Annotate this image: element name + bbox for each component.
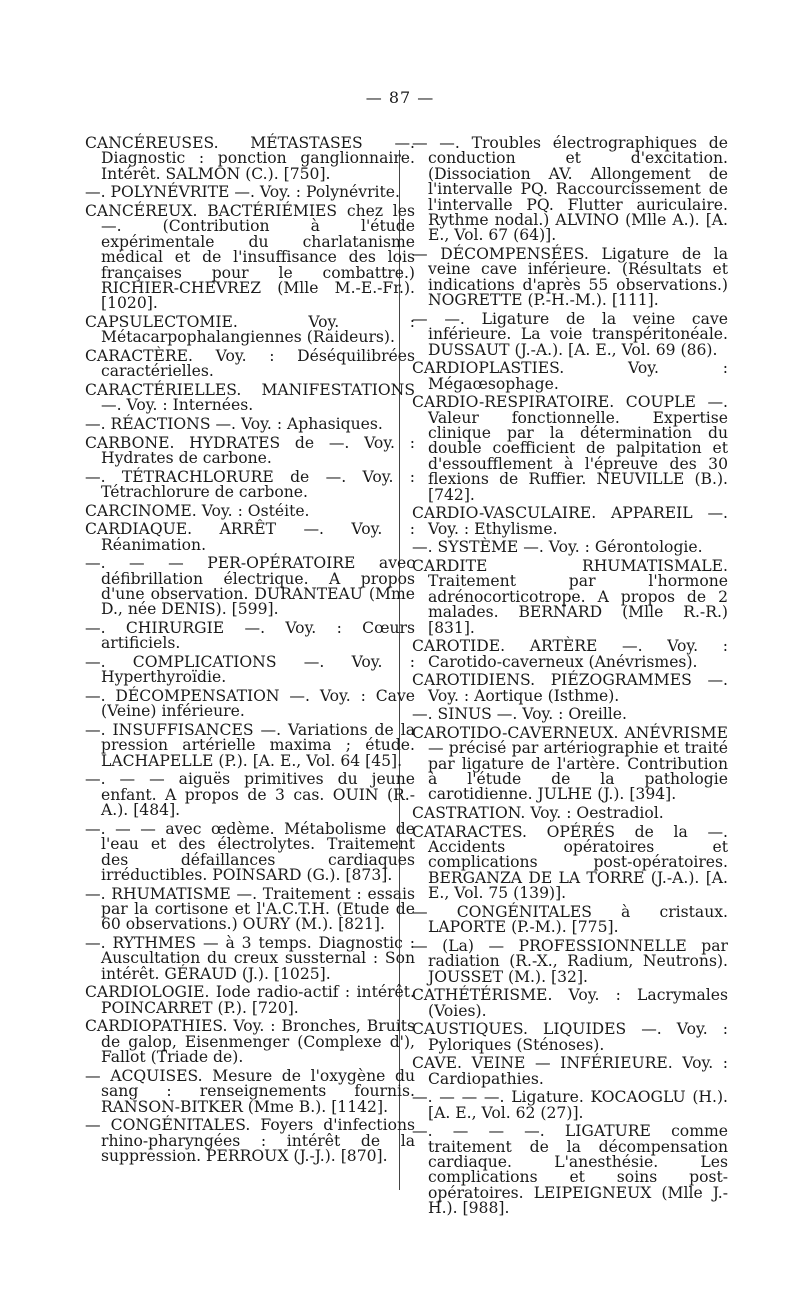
index-entry: CARACTÉRIELLES. MANIFESTATIONS —. Voy. : Internées.: [85, 381, 415, 415]
index-entry: CARDIOPATHIES. Voy. : Bronches, Bruits de galop, Eisenmenger (Complexe d'), Fallot (Triade de).: [85, 1017, 415, 1067]
index-entry: CATARACTES. OPÉRÉS de la —. Accidents opératoires et complications post-opératoires. BERGANZA DE LA TORRE (J.-A.). [A. E., Vol. 75 (139)].: [412, 822, 728, 903]
index-entry: CARDIAQUE. ARRÊT —. Voy. : Réanimation.: [85, 520, 415, 554]
index-entry: — CONGÉNITALES. Foyers d'infections rhino-pharyngées : intérêt de la suppression. PERROUX (J.-J.). [870].: [85, 1116, 415, 1166]
index-entry: CANCÉREUX. BACTÉRIÉMIES chez les —. (Contribution à l'étude expérimentale du charlatanisme médical et de l'insuffisance des lois françaises pour le combattre.) RICHIER-CHEVREZ (Mlle M.-E.-Fr.). [1020].: [85, 202, 415, 313]
index-entry: —. SINUS —. Voy. : Oreille.: [412, 705, 627, 724]
index-entry: CAVE. VEINE — INFÉRIEURE. Voy. : Cardiopathies.: [412, 1054, 728, 1088]
index-entry: —. POLYNÉVRITE —. Voy. : Polynévrite.: [85, 183, 400, 202]
index-entry: CANCÉREUSES. MÉTASTASES —. Diagnostic : ponction ganglionnaire. Intérêt. SALMON (C.). [750].: [85, 134, 415, 183]
index-entry: —. — — —. LIGATURE comme traitement de la décompensation cardiaque. L'anesthésie. Les complications et soins post-opératoires. LEIPEIGNEUX (Mlle J.-H.). [988].: [412, 1122, 728, 1218]
index-entry: —. INSUFFISANCES —. Variations de la pression artérielle maxima ; étude. LACHAPELLE (P.). [A. E., Vol. 64 [45].: [85, 721, 415, 770]
index-entry: — —. Troubles électrographiques de conduction et d'excitation. (Dissociation AV. Allongement de l'intervalle PQ. Raccourcissement de l'intervalle PQ. Flutter auriculaire. Rythme nodal.) ALVINO (Mlle A.). [A. E., Vol. 67 (64)].: [412, 134, 728, 245]
index-entry: CASTRATION. Voy. : Oestradiol.: [412, 803, 664, 822]
index-entry: CARDIOLOGIE. Iode radio-actif : intérêt. POINCARRET (P.). [720].: [85, 983, 415, 1017]
index-entry: —. TÉTRACHLORURE de —. Voy. : Tétrachlorure de carbone.: [85, 467, 415, 502]
index-entry: —. CHIRURGIE —. Voy. : Cœurs artificiels.: [85, 619, 415, 653]
index-entry: CARDIO-RESPIRATOIRE. COUPLE —. Valeur fonctionnelle. Expertise clinique par la détermination du double coefficient de palpitation et d'essoufflement à l'épreuve des 30 flexions de Ruffier. NEUVILLE (B.). [742].: [412, 393, 728, 504]
index-entry: CAROTIDIENS. PIÉZOGRAMMES —. Voy. : Aortique (Isthme).: [412, 671, 728, 705]
index-entry: — ACQUISES. Mesure de l'oxygène du sang : renseignements fournis. RANSON-BITKER (Mme B.). [1142].: [85, 1066, 415, 1116]
index-entry: CAROTIDE. ARTÈRE —. Voy. : Carotido-caverneux (Anévrismes).: [412, 637, 728, 671]
index-entry: CARACTÈRE. Voy. : Déséquilibrées caractérielles.: [85, 347, 415, 381]
index-entry: — (La) — PROFESSIONNELLE par radiation (R.-X., Radium, Neutrons). JOUSSET (M.). [32].: [412, 936, 728, 986]
right-column: [412, 136, 728, 1220]
index-entry: —. — — aiguës primitives du jeune enfant. A propos de 3 cas. OUIN (R.-A.). [484].: [85, 770, 415, 820]
index-entry: CAUSTIQUES. LIQUIDES —. Voy. : Pyloriques (Sténoses).: [412, 1020, 728, 1054]
index-entry: —. RHUMATISME —. Traitement : essais par la cortisone et l'A.C.T.H. (Etude de 60 observations.) OURY (M.). [821].: [85, 884, 415, 934]
index-entry: CAPSULECTOMIE. Voy. : Métacarpophalangiennes (Raideurs).: [85, 313, 415, 347]
index-entry: CARBONE. HYDRATES de —. Voy. : Hydrates de carbone.: [85, 433, 415, 468]
index-entry: —. RÉACTIONS —. Voy. : Aphasiques.: [85, 415, 383, 434]
index-entry: —. — — PER-OPÉRATOIRE avec défibrillation électrique. A propos d'une observation. DURANTEAU (Mme D., née DENIS). [599].: [85, 554, 415, 619]
index-entry: CARCINOME. Voy. : Ostéite.: [85, 501, 310, 520]
index-entry: — CONGÉNITALES à cristaux. LAPORTE (P.-M.). [775].: [412, 902, 728, 937]
index-entry: —. RYTHMES — à 3 temps. Diagnostic : Auscultation du creux sussternal : Son intérêt. GÉRAUD (J.). [1025].: [85, 934, 415, 983]
index-entry: —. — — avec œdème. Métabolisme de l'eau et des électrolytes. Traitement des défaillances cardiaques irréductibles. POINSARD (G.). [873].: [85, 819, 415, 885]
index-entry: CATHÉTÉRISME. Voy. : Lacrymales (Voies).: [412, 986, 728, 1020]
index-entry: —. COMPLICATIONS —. Voy. : Hyperthyroïdie.: [85, 653, 415, 687]
index-entry: — —. Ligature de la veine cave inférieure. La voie transpéritonéale. DUSSAUT (J.-A.). [A. E., Vol. 69 (86).: [412, 309, 728, 359]
index-entry: —. — — —. Ligature. KOCAOGLU (H.). [A. E., Vol. 62 (27)].: [412, 1088, 728, 1122]
index-entry: CARDIO-VASCULAIRE. APPAREIL —. Voy. : Ethylisme.: [412, 504, 728, 538]
index-entry: CAROTIDO-CAVERNEUX. ANÉVRISME — précisé par artériographie et traité par ligature de l'artère. Contribution à l'étude de la pathologie carotidienne. JULHE (J.). [394].: [412, 723, 728, 804]
index-entry: —. DÉCOMPENSATION —. Voy. : Cave (Veine) inférieure.: [85, 687, 415, 721]
index-entry: CARDITE RHUMATISMALE. Traitement par l'hormone adrénocorticotrope. A propos de 2 malades. BERNARD (Mlle R.-R.) [831].: [412, 556, 728, 637]
index-entry: — DÉCOMPENSÉES. Ligature de la veine cave inférieure. (Résultats et indications d'après 55 observations.) NOGRETTE (P.-H.-M.). [111].: [412, 245, 728, 310]
index-entry: —. SYSTÈME —. Voy. : Gérontologie.: [412, 538, 703, 557]
page-number: — 87 —: [365, 88, 435, 107]
left-column: [85, 136, 415, 1168]
index-entry: CARDIOPLASTIES. Voy. : Mégaœsophage.: [412, 359, 728, 393]
